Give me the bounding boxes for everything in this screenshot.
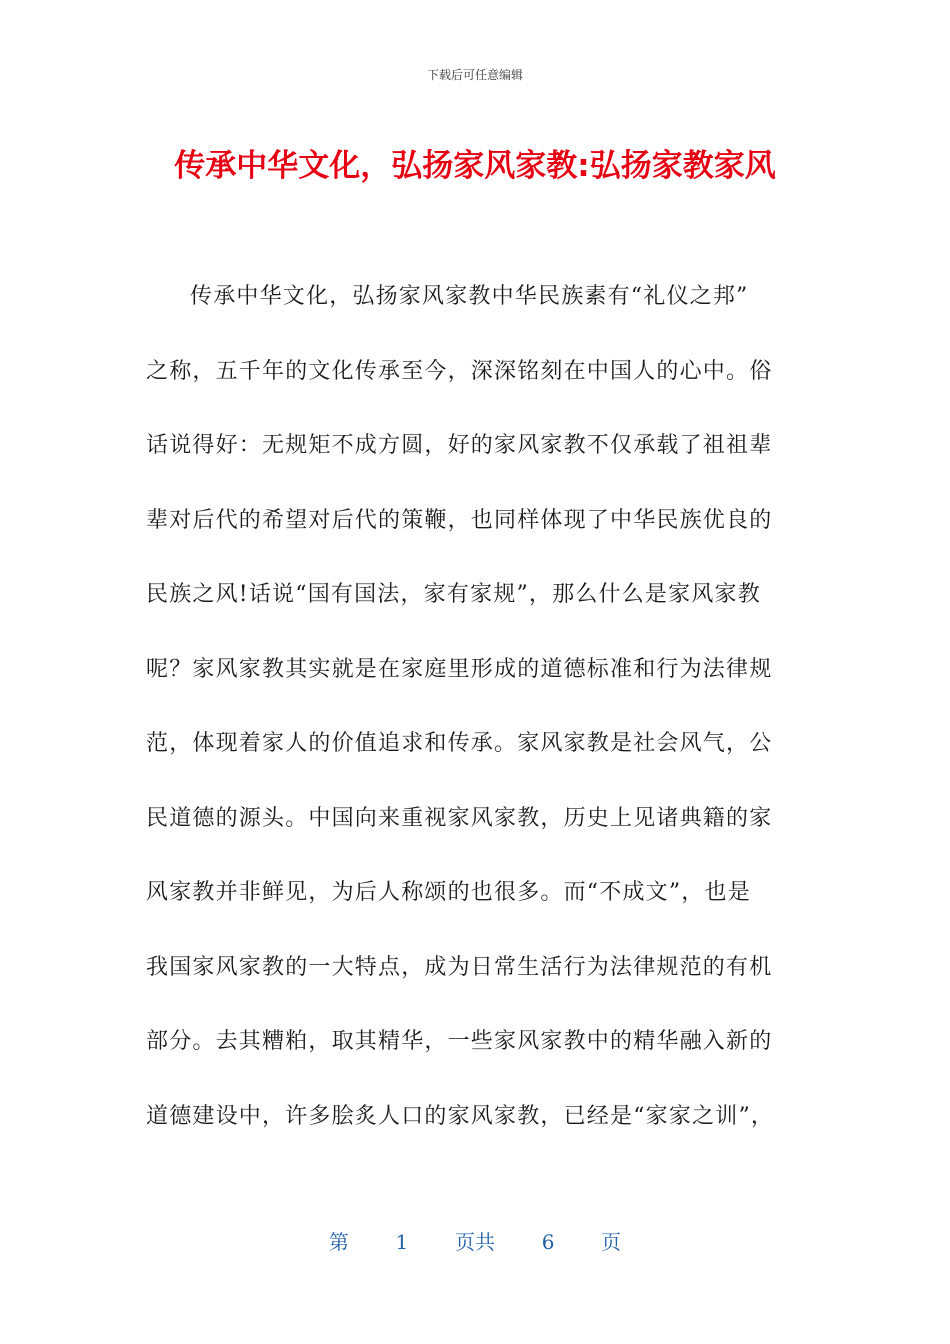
page-footer (0, 1226, 950, 1255)
total-pages: 6 (541, 1230, 555, 1254)
body-line: 范，体现着家人的价值追求和传承。家风家教是社会风气，公 (146, 731, 773, 756)
body-line: 辈对后代的希望对后代的策鞭，也同样体现了中华民族优良的 (146, 507, 773, 533)
body-paragraph (146, 272, 806, 1166)
page-end-label: 页 (601, 1230, 622, 1254)
body-line: 道德建设中，许多脍炙人口的家风家教，已经是“家家之训”， (146, 1103, 775, 1129)
body-line: 风家教并非鲜见，为后人称颂的也很多。而“不成文”，也是 (146, 880, 751, 905)
document-title: 传承中华文化，弘扬家风家教:弘扬家教家风 (174, 148, 776, 184)
header-note: 下载后可任意编辑 (426, 68, 523, 82)
page-number: 1 (395, 1230, 409, 1254)
body-line: 民族之风!话说“国有国法，家有家规”，那么什么是家风家教 (146, 582, 761, 607)
body-line: 部分。去其糟粕，取其精华，一些家风家教中的精华融入新的 (146, 1029, 773, 1054)
body-line: 民道德的源头。中国向来重视家风家教，历史上见诸典籍的家 (146, 805, 773, 831)
page-label: 第 (328, 1230, 349, 1254)
body-line: 呢？家风家教其实就是在家庭里形成的道德标准和行为法律规 (146, 656, 773, 682)
body-line: 传承中华文化，弘扬家风家教中华民族素有“礼仪之邦” (190, 284, 749, 309)
body-line: 我国家风家教的一大特点，成为日常生活行为法律规范的有机 (146, 954, 773, 980)
body-line: 之称，五千年的文化传承至今，深深铭刻在中国人的心中。俗 (146, 358, 773, 384)
body-line: 话说得好：无规矩不成方圆，好的家风家教不仅承载了祖祖辈 (146, 433, 773, 458)
page-mid-label: 页共 (455, 1230, 495, 1254)
